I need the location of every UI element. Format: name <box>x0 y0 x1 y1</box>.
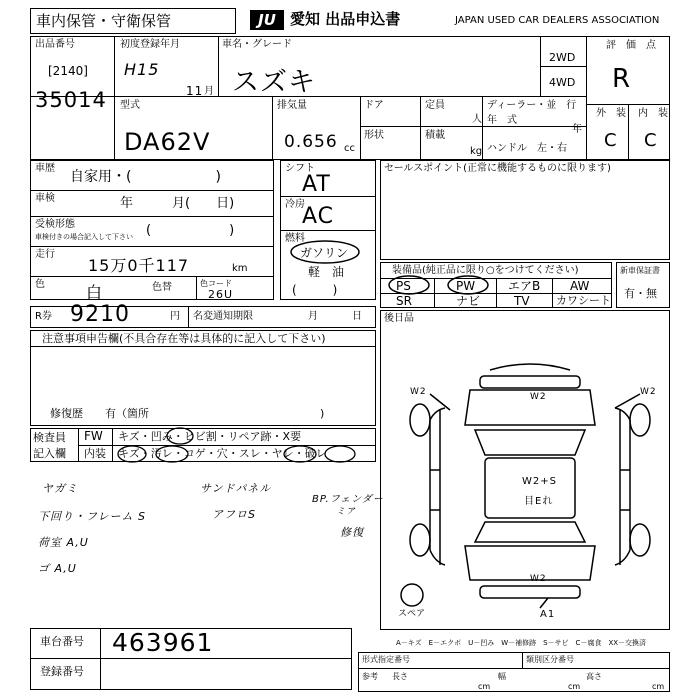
notes-header: 注意事項申告欄(不具合存在等は具体的に記入して下さい) <box>42 332 326 345</box>
color-change-label: 色替 <box>152 282 172 293</box>
shift-label: シフト <box>285 163 315 174</box>
fuel-other: ( ) <box>292 283 338 297</box>
year-model-label: 年 式 <box>487 115 517 126</box>
recycle-label: R券 <box>35 311 52 322</box>
notice-month: 月 <box>308 311 318 322</box>
chassis-number: 463961 <box>112 628 214 657</box>
history-value: 自家用・( ) <box>70 169 221 185</box>
color-value: 白 <box>86 283 104 302</box>
displacement-label: 排気量 <box>277 100 307 111</box>
ac-label: 冷房 <box>285 199 305 210</box>
inspection-circles-icon <box>110 426 360 464</box>
mileage-value: 15万0千117 <box>88 256 190 275</box>
registration-label: 登録番号 <box>40 665 84 678</box>
lot-number: 35014 <box>35 88 107 112</box>
fw-items: キズ・凹み・ヒビ割・リペア跡・X要 <box>118 430 302 443</box>
car-w2-right: W2 <box>640 387 657 397</box>
ac-value: AC <box>302 204 335 229</box>
equip-aw: AW <box>570 279 590 293</box>
displacement-value: 0.656 <box>284 132 338 152</box>
exam-type-label: 受検形態 <box>35 219 75 230</box>
grade-label: 評 価 点 <box>606 40 656 51</box>
length-label: 長さ <box>392 672 408 681</box>
grade-value: R <box>612 64 632 94</box>
equip-ps: PS <box>396 279 411 293</box>
width-cm: cm <box>568 682 581 691</box>
yen-unit: 円 <box>170 311 180 322</box>
door-label: ドア <box>364 100 384 111</box>
note-right-2: アフロS <box>212 508 256 521</box>
equip-airbag: エアB <box>508 279 541 293</box>
lot-small-number: [2140] <box>48 64 88 78</box>
color-label: 色 <box>35 279 45 290</box>
length-cm: cm <box>478 682 491 691</box>
interior-grade: C <box>644 130 658 151</box>
note-line-4: ゴ A,U <box>38 562 77 575</box>
equipment-label: 装備品(純正品に限り○をつけてください) <box>392 265 579 276</box>
association-name: JAPAN USED CAR DEALERS ASSOCIATION <box>455 15 660 26</box>
capacity-label: 定員 <box>425 100 445 111</box>
note-line-2: 下回り・フレーム S <box>38 510 147 523</box>
4wd-option: 4WD <box>549 76 576 89</box>
fw-label: FW <box>84 429 103 443</box>
sales-point-box <box>380 160 670 260</box>
shape-label: 形状 <box>364 130 384 141</box>
first-reg-month: 11 <box>186 84 204 98</box>
color-code-value: 26U <box>208 288 234 301</box>
repair-history-close: ) <box>320 407 325 420</box>
entry-label: 記入欄 <box>33 447 66 460</box>
handle-label: ハンドル 左・右 <box>487 143 567 154</box>
car-center-note-2: 目Eれ <box>524 496 554 507</box>
equip-pw: PW <box>456 279 476 293</box>
sales-point-label: セールスポイント(正常に機能するものに限ります) <box>384 163 611 174</box>
first-reg-year: H15 <box>124 60 160 79</box>
interior-label: 内 装 <box>638 108 668 119</box>
exterior-label: 外 装 <box>596 108 626 119</box>
chassis-label: 車台番号 <box>40 635 84 648</box>
person-unit: 人 <box>472 114 482 125</box>
model-value: DA62V <box>124 128 211 156</box>
repair-history-label: 修復歴 有（箇所 <box>50 407 149 420</box>
car-w2-left: W2 <box>410 387 427 397</box>
car-name: スズキ <box>232 67 316 98</box>
form-title: 愛知 出品申込書 <box>290 10 401 28</box>
first-reg-label: 初度登録年月 <box>120 39 180 50</box>
fuel-gasoline: ガソリン <box>300 246 349 260</box>
car-center-note: W2+S <box>522 476 557 487</box>
car-w2-top: W2 <box>530 392 547 402</box>
note-line-3: 荷室 A,U <box>38 536 89 549</box>
note-right-3b: ミア <box>336 507 357 517</box>
note-right-1: サンドパネル <box>200 482 272 495</box>
model-label: 型式 <box>120 100 140 111</box>
shift-value: AT <box>302 172 331 197</box>
equip-sr: SR <box>396 294 412 308</box>
height-cm: cm <box>652 682 665 691</box>
inspector-label: 検査員 <box>33 431 66 444</box>
note-right-4: 修復 <box>340 526 364 539</box>
note-line-1: ヤガミ <box>42 482 78 495</box>
equip-leather-seat: カワシート <box>556 294 611 307</box>
exam-type-paren: ( ) <box>146 223 235 238</box>
lot-label: 出品番号 <box>35 39 75 50</box>
mileage-label: 走行 <box>35 249 55 260</box>
load-label: 積載 <box>425 130 445 141</box>
ju-logo: JU <box>250 10 284 30</box>
warranty-label: 新車保証書 <box>620 266 660 275</box>
later-items-label: 後日品 <box>384 313 414 324</box>
recycle-value: 9210 <box>70 302 130 327</box>
month-char: 月 <box>204 86 214 97</box>
height-label: 高さ <box>586 672 602 681</box>
exterior-grade: C <box>604 130 618 151</box>
interior-check-label: 内装 <box>84 447 106 460</box>
color-code-label: 色コード <box>200 279 232 288</box>
kg-unit: kg <box>470 146 483 157</box>
fuel-diesel: 軽 油 <box>308 265 345 279</box>
2wd-option: 2WD <box>549 51 576 64</box>
spare-label: スペア <box>398 609 426 619</box>
inspection-value: 年 月( 日) <box>120 196 235 211</box>
dealer-label: ディーラー・並 行 <box>487 100 577 111</box>
warranty-value: 有・無 <box>624 287 657 300</box>
notice-day: 日 <box>352 311 362 322</box>
reference-label: 参考 <box>362 672 378 681</box>
year-unit: 年 <box>572 124 582 135</box>
car-a1: A1 <box>540 609 556 620</box>
note-right-3: BP.フェンダー <box>312 494 384 505</box>
fuel-circle-icon <box>290 240 360 264</box>
type-approval-label: 形式指定番号 <box>362 655 410 664</box>
equip-circles-icon <box>384 275 564 297</box>
car-name-label: 車名・グレード <box>222 39 292 50</box>
notice-deadline-label: 名変通知期限 <box>193 311 253 322</box>
class-number-label: 類別区分番号 <box>526 655 574 664</box>
exam-type-note: 車検付きの場合記入して下さい <box>35 233 133 241</box>
cc-unit: cc <box>344 143 355 154</box>
car-w2-bottom: W2 <box>530 574 547 584</box>
width-label: 幅 <box>498 672 506 681</box>
interior-items: キズ・汚レ・コゲ・穴・スレ・ヤレ・破レ <box>118 447 327 460</box>
storage-box <box>30 8 236 34</box>
fuel-label: 燃料 <box>285 233 305 244</box>
history-label: 車歴 <box>35 163 55 174</box>
damage-legend: A－キズ E－エクボ U－凹み W－補修跡 S－サビ C－腐食 XX－交換済 <box>396 639 647 647</box>
storage-text: 車内保管・守衛保管 <box>36 12 172 30</box>
equip-tv: TV <box>514 294 530 308</box>
equip-navi: ナビ <box>456 294 481 308</box>
inspection-label: 車検 <box>35 193 55 204</box>
km-unit: km <box>232 263 248 274</box>
